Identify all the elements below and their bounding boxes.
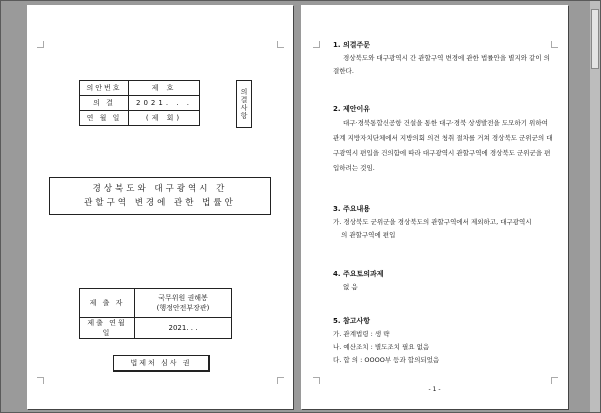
bill-info-table [79,80,200,126]
submitter-label: 제 출 자 [80,289,135,318]
bill-number-value: 제 호 [129,81,200,96]
section-text: 대구·경북통합신공항 건설을 통한 대구·경북 상생발전을 도모하기 위하여 관계 지방자치단체에서 지방의회 의견 청취 절차를 거쳐 경상북도 군위군의 대구광역시 편입을 건의함에 따라 대구광역시 관할구역에 경상북도 군위군을 편입하려는 것임. [333,119,553,172]
crop-mark [313,377,320,384]
reference-agreement: 다. 합 의 : OOOO부 등과 합의되었음 [333,356,440,364]
bill-title-line-2: 관할구역 변경에 관한 법률안 [84,198,236,208]
decision-matters-box: 의결사항 [236,80,252,128]
section-heading: 4. 주요토의과제 [333,270,384,278]
scrollbar-thumb[interactable] [591,9,599,69]
crop-mark [277,41,284,48]
section-heading: 3. 주요내용 [333,205,371,213]
crop-mark [37,41,44,48]
section-proposal-reason [333,103,555,176]
section-references [333,315,439,367]
crop-mark [551,377,558,384]
submitter-value [135,289,232,318]
submitter-title: (행정안전부장관) [156,304,210,312]
section-main-content [333,203,532,242]
section-decision-order [333,39,555,78]
submission-table [79,288,232,339]
section-text: 없 음 [343,283,358,291]
decision-date-value: 2021. . . [129,96,200,111]
section-heading: 5. 참고사항 [333,317,371,325]
review-stamp-box: 법제처 심사 권 [113,355,210,372]
section-line: 가. 경상북도 군위군을 경상북도의 관할구역에서 제외하고, 대구광역시 [333,218,532,226]
section-discussion-topics [333,268,384,294]
crop-mark [313,41,320,48]
reference-budget: 나. 예산조치 : 별도조치 필요 없음 [333,343,430,351]
page-number: - 1 - [428,386,441,393]
submission-date-value: 2021. . . [135,318,232,339]
section-line: 의 관할구역에 편입 [341,231,396,239]
reference-laws: 가. 관계법령 : 생 략 [333,330,390,338]
section-text: 경상북도와 대구광역시 간 관할구역 변경에 관한 법률안을 별지와 같이 의결한다. [333,54,550,75]
document-page-1 [27,5,293,409]
document-page-2 [301,5,568,409]
crop-mark [37,377,44,384]
bill-number-label: 의안번호 [80,81,129,96]
bill-title-line-1: 경상북도와 대구광역시 간 [92,184,228,194]
session-value: (제 회) [129,111,200,126]
submission-date-label: 제출 연월일 [80,318,135,339]
section-heading: 2. 제안이유 [333,105,371,113]
submitter-name: 국무위원 권해봉 [158,294,208,302]
vertical-scrollbar[interactable] [590,1,600,412]
bill-title-box [49,177,271,215]
section-heading: 1. 의결주문 [333,41,371,49]
session-label: 연 월 일 [80,111,129,126]
decision-label: 의 결 [80,96,129,111]
crop-mark [277,377,284,384]
